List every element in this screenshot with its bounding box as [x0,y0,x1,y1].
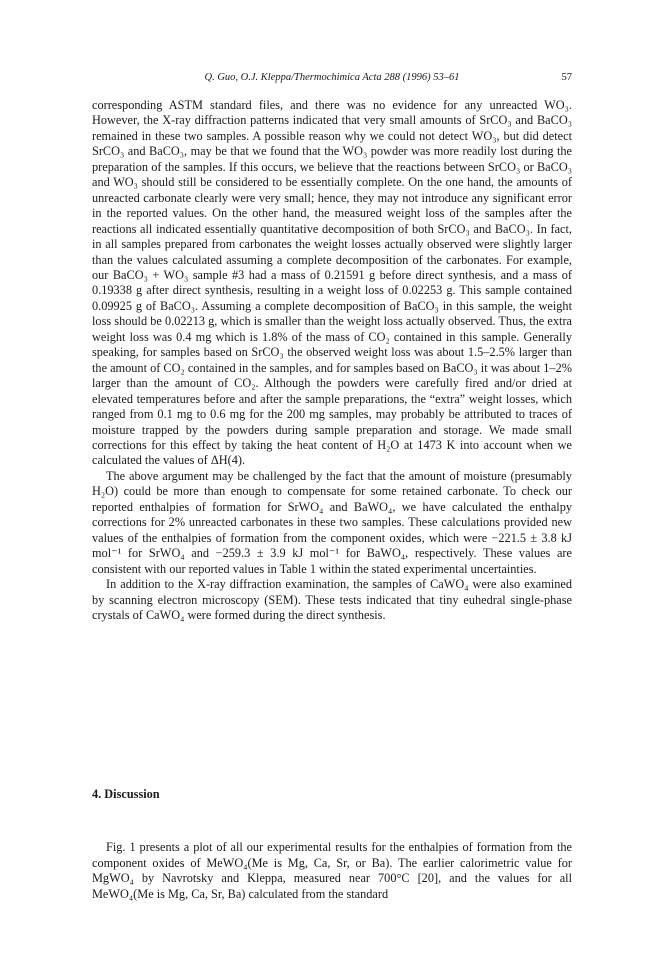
paragraph-xrd-carbonates: corresponding ASTM standard files, and there was no evidence for any unreacted WO₃. However, the X-ray diffraction patterns indicated that very small amounts of SrCO₃ and BaCO₃ remained in these two samples. A possible reason why we could not detect WO₃, but did detect SrCO₃ and BaCO₃, may be that we found that the WO₃ powder was more readily lost during the preparation of the samples. If this occurs, we believe that the reactions between SrCO₃ or BaCO₃ and WO₃ should still be considered to be essentially complete. On the one hand, the amounts of unreacted carbonate clearly were very small; hence, they may not introduce any significant error in the reported values. On the other hand, the measured weight loss of the samples after the reactions all indicated essentially quantitative decomposition of both SrCO₃ and BaCO₃. In fact, in all samples prepared from carbonates the weight losses actually observed were slightly larger than the values calculated assuming a complete decomposition of the carbonates. For example, our BaCO₃ + WO₃ sample #3 had a mass of 0.21591 g before direct synthesis, and a mass of 0.19338 g after direct synthesis, resulting in a weight loss of 0.02253 g. This sample contained 0.09925 g of BaCO₃. Assuming a complete decomposition of BaCO₃ in this sample, the weight loss should be 0.02213 g, which is smaller than the weight loss actually observed. Thus, the extra weight loss was 0.4 mg which is 1.8% of the mass of CO₂ contained in this sample. Generally speaking, for samples based on SrCO₃ the observed weight loss was about 1.5–2.5% larger than the amount of CO₂ contained in the samples, and for samples based on BaCO₃ it was about 1–2% larger than the amount of CO₂. Although the powders were carefully fired and/or dried at elevated temperatures before and after the sample preparations, the “extra” weight losses, which ranged from 0.1 mg to 0.6 mg for the 200 mg samples, may probably be attributed to traces of moisture trapped by the powders during sample preparation and storage. We made small corrections for this effect by taking the heat content of H₂O at 1473 K into account when we calculated the values of ΔH(4). [92,98,572,468]
running-title: Q. Guo, O.J. Kleppa/Thermochimica Acta 288 (1996) 53–61 [204,72,460,83]
section-heading-discussion: 4. Discussion [92,787,160,801]
running-head [92,72,572,86]
page-number: 57 [561,72,572,83]
results-body [92,98,572,623]
paragraph-discussion: Fig. 1 presents a plot of all our experimental results for the enthalpies of formation from the component oxides of MeWO₄(Me is Mg, Ca, Sr, or Ba). The earlier calorimetric value for MgWO₄ by Navrotsky and Kleppa, measured near 700°C [20], and the values for all MeWO₄(Me is Mg, Ca, Sr, Ba) calculated from the standard [92,840,572,901]
paragraph-sem: In addition to the X-ray diffraction examination, the samples of CaWO₄ were also examined by scanning electron microscopy (SEM). These tests indicated that tiny euhedral single-phase crystals of CaWO₄ were formed during the direct synthesis. [92,577,572,622]
paragraph-moisture-argument: The above argument may be challenged by the fact that the amount of moisture (presumably H₂O) could be more than enough to compensate for some retained carbonate. To check our reported enthalpies of formation for SrWO₄ and BaWO₄, we have calculated the enthalpy corrections for 2% unreacted carbonates in these two samples. These calculations provided new values of the enthalpies of formation from the component oxides, which were −221.5 ± 3.8 kJ mol⁻¹ for SrWO₄ and −259.3 ± 3.9 kJ mol⁻¹ for BaWO₄, respectively. These values are consistent with our reported values in Table 1 within the stated experimental uncertainties. [92,468,572,576]
